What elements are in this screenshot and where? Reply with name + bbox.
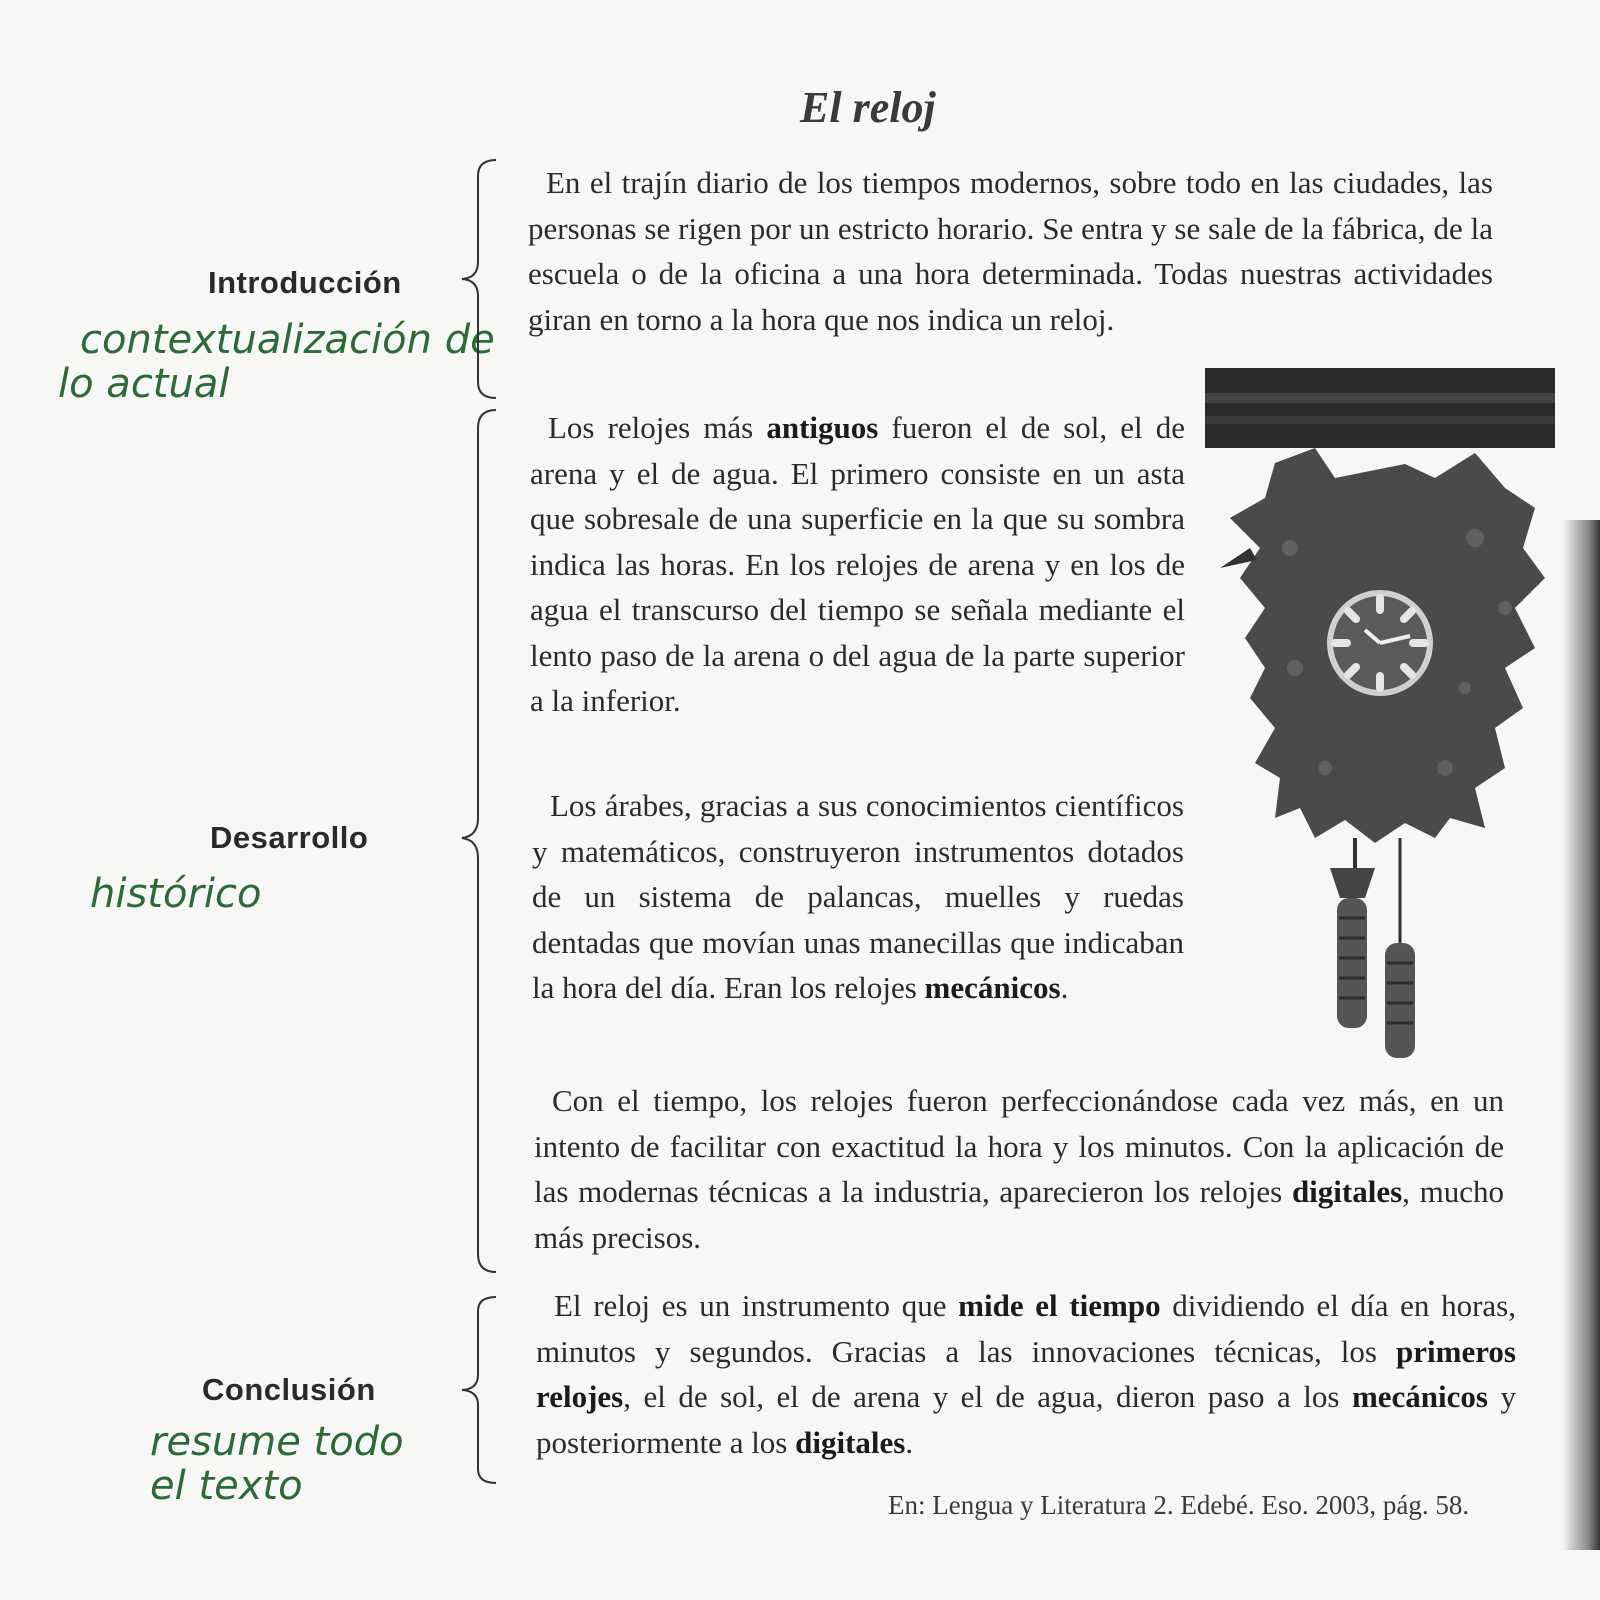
document-title: El reloj <box>800 83 936 132</box>
paragraph-text: , el de sol, el de arena y el de agua, dieron paso a los <box>623 1379 1352 1414</box>
paragraph-introduction <box>528 160 1493 342</box>
bold-term: mide el tiempo <box>958 1288 1161 1323</box>
paragraph-text: . <box>905 1424 914 1460</box>
introduction-brace <box>458 158 508 400</box>
handwritten-note-development: histórico <box>90 871 262 917</box>
handwritten-note-intro <box>58 317 495 407</box>
cuckoo-clock-illustration <box>1205 368 1565 1088</box>
bold-term: mecánicos <box>924 970 1061 1005</box>
paragraph-text: y posteriormente a los <box>536 1379 1516 1460</box>
paragraph-conclusion <box>536 1283 1516 1465</box>
section-label-introduction: Introducción <box>208 265 402 300</box>
handwritten-line: el texto <box>150 1463 303 1509</box>
bold-term: digitales <box>795 1424 906 1460</box>
handwritten-line: contextualización de <box>80 317 495 363</box>
conclusion-brace <box>458 1295 508 1485</box>
paragraph-text: , mucho más precisos. <box>534 1174 1505 1255</box>
paragraph-text: . <box>1060 970 1069 1005</box>
handwritten-line: resume todo <box>150 1419 404 1465</box>
page-edge-shadow <box>1562 520 1600 1550</box>
section-label-conclusion: Conclusión <box>202 1372 376 1407</box>
source-citation: En: Lengua y Literatura 2. Edebé. Eso. 2003, pág. 58. <box>888 1490 1470 1520</box>
bold-term: antiguos <box>766 410 879 445</box>
bold-term: mecánicos <box>1351 1379 1488 1414</box>
development-brace <box>458 408 508 1274</box>
paragraph-text: fueron el de sol, el de arena y el de agua. El primero consiste en un asta que sobresale de una superficie en la que su sombra indica las horas. En los relojes de arena y en los de agua el transcurso del tiempo se señala mediante el lento paso de la arena o del agua de la parte superior a la inferior. <box>530 410 1185 718</box>
paragraph-text: Con el tiempo, los relojes fueron perfeccionándose cada vez más, en un intento de facilitar con exactitud la hora y los minutos. Con la aplicación de las modernas técnicas a la industria, aparecieron los relojes <box>534 1083 1504 1209</box>
paragraph-ancient-clocks <box>530 405 1185 724</box>
paragraph-text: El reloj es un instrumento que <box>554 1288 959 1323</box>
paragraph-text: Los árabes, gracias a sus conocimientos científicos y matemáticos, construyeron instrumentos dotados de un sistema de palancas, muelles y ruedas dentadas que movían unas manecillas que indicaban la hora del día. Eran los relojes <box>532 788 1184 1005</box>
paragraph-mechanical-clocks <box>532 783 1184 1011</box>
paragraph-digital-clocks <box>534 1078 1504 1260</box>
paragraph-text: dividiendo el día en horas, minutos y segundos. Gracias a las innovaciones técnicas, los <box>536 1288 1516 1369</box>
handwritten-note-conclusion <box>150 1420 404 1508</box>
handwritten-line: lo actual <box>58 361 230 407</box>
section-label-development: Desarrollo <box>210 820 369 855</box>
paragraph-text: Los relojes más <box>548 410 767 445</box>
bold-term: primeros relojes <box>536 1333 1516 1414</box>
paragraph-text: En el trajín diario de los tiempos modernos, sobre todo en las ciudades, las personas se rigen por un estricto horario. Se entra y se sale de la fábrica, de la escuela o de la oficina a una hora determinada. Todas nuestras actividades giran en torno a la hora que nos indica un reloj. <box>528 165 1493 337</box>
bold-term: digitales <box>1291 1174 1403 1209</box>
